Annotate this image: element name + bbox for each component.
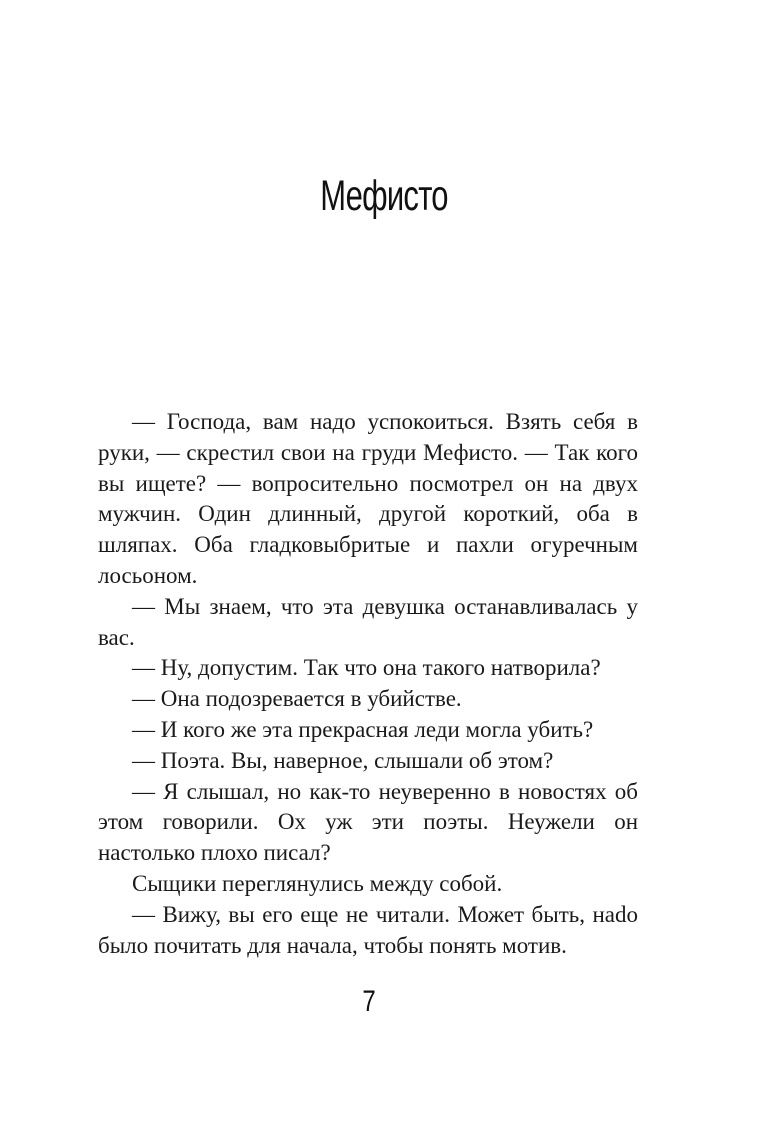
paragraph: — Ну, допустим. Так что она такого натворила? [132,655,601,681]
paragraph: Сыщики переглянулись между собой. [132,870,503,896]
paragraph: — И кого же эта прекрасная леди могла убить? [132,716,594,742]
body-text [98,407,638,961]
paragraph: — Мы знаем, что эта девушка останавливалась у вас. [98,593,638,650]
paragraph: — Она подозревается в убийстве. [132,686,462,712]
chapter-title: Мефисто [320,172,448,220]
paragraph: — Поэта. Вы, наверное, слышали об этом? [132,747,554,773]
paragraph: — Господа, вам надо успокоиться. Взять себя в руки, — скрестил свои на груди Мефисто. — Так кого вы ищете? — вопросительно посмотрел он на двух мужчин. Один длинный, другой короткий, оба в шляпах. Оба гладковыбритые и пахли огуречным лосьоном. [98,409,638,588]
page-number: 7 [362,985,376,1018]
paragraph: — Вижу, вы его еще не читали. Может быть, наdо было почитать для начала, чтобы понять мотив. [98,901,638,958]
paragraph: — Я слышал, но как-то неуверенно в новостях об этом говорили. Ох уж эти поэты. Неужели он настолько плохо писал? [98,778,638,866]
